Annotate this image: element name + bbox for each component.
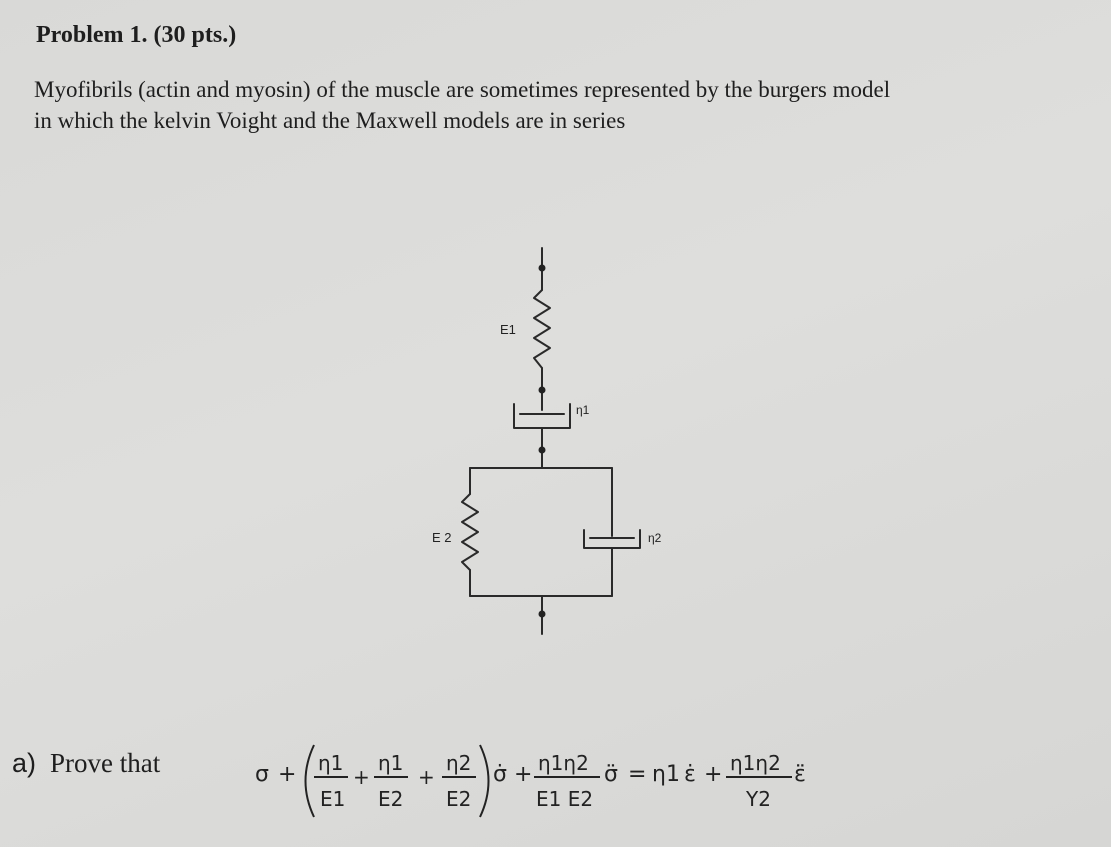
- eq-frac5-num: η1η2: [730, 751, 781, 775]
- eq-paren-open: [306, 745, 315, 817]
- problem-title: Problem 1. (30 pts.): [36, 22, 237, 48]
- label-e1: E1: [500, 322, 516, 337]
- eq-eps-ddot: ε̈: [794, 762, 806, 787]
- eq-frac2-den: E2: [378, 787, 404, 811]
- intro-line-1: Myofibrils (actin and myosin) of the muscle are sometimes represented by the burgers model: [34, 77, 891, 102]
- eq-frac3-num: η2: [446, 751, 472, 775]
- eq-sigma-dot: σ̇: [493, 762, 507, 787]
- eq-eta1: η1: [652, 762, 680, 787]
- eq-paren-close: [480, 745, 489, 817]
- eq-frac5-den: Y2: [746, 787, 771, 811]
- eq-frac2-num: η1: [378, 751, 404, 775]
- label-eta1: η1: [576, 403, 590, 417]
- label-eta2: η2: [648, 531, 662, 545]
- eq-frac3-den: E2: [446, 787, 472, 811]
- intro-line-2: in which the kelvin Voight and the Maxwell models are in series: [34, 108, 626, 133]
- eq-plus-5: +: [704, 762, 723, 787]
- eq-frac1-den: E1: [320, 787, 346, 811]
- eq-frac4-num: η1η2: [538, 751, 589, 775]
- eq-equals: =: [628, 762, 647, 787]
- eq-frac4-den: E1 E2: [536, 787, 594, 811]
- eq-sigma: σ: [255, 762, 269, 787]
- eq-sigma-ddot: σ̈: [604, 762, 618, 787]
- part-text: Prove that: [50, 748, 161, 778]
- eq-eps-dot: ε̇: [684, 762, 696, 787]
- part-letter: a): [12, 748, 37, 778]
- eq-plus-1: +: [278, 762, 297, 787]
- eq-plus-2: +: [353, 765, 370, 789]
- eq-plus-4: +: [514, 762, 533, 787]
- eq-frac1-num: η1: [318, 751, 344, 775]
- eq-plus-3: +: [418, 765, 435, 789]
- label-e2: E 2: [432, 530, 452, 545]
